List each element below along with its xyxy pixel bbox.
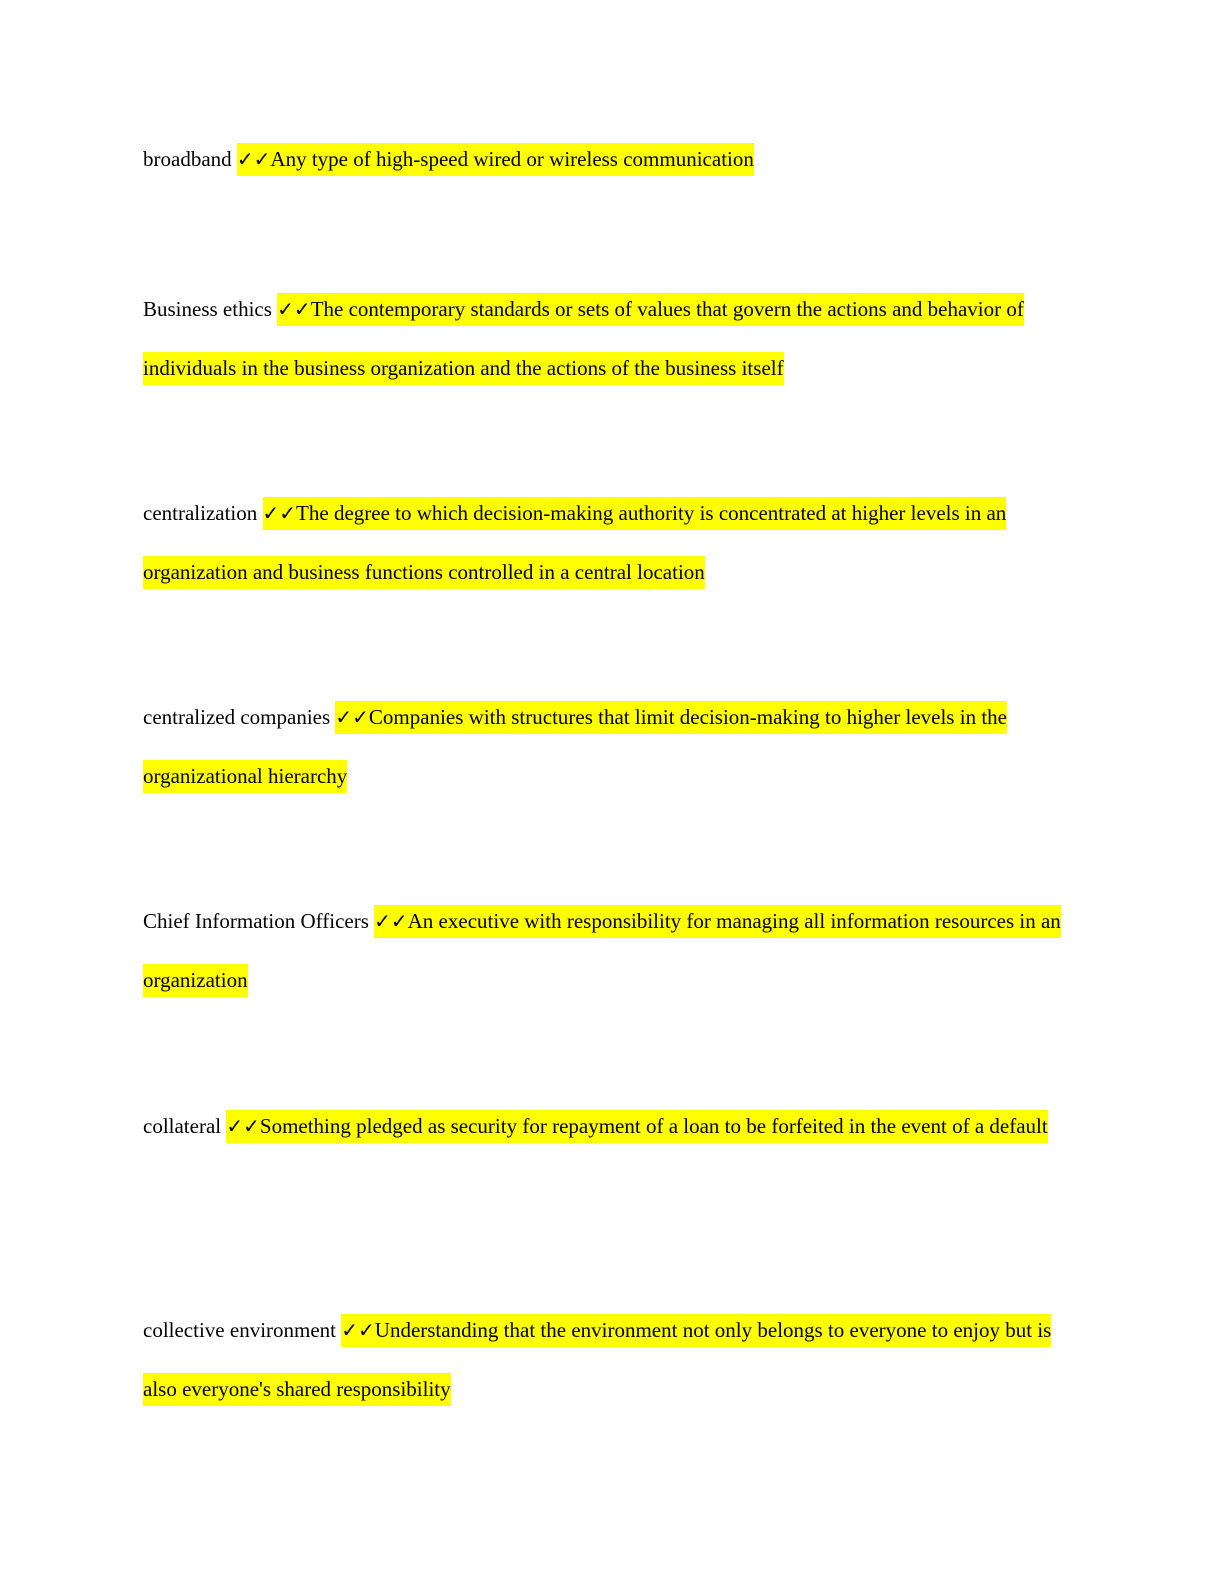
double-check-icon: ✓✓ (374, 909, 408, 933)
double-check-icon: ✓✓ (226, 1114, 260, 1138)
glossary-definition: An executive with responsibility for managing all information resources in an organization (143, 909, 1061, 992)
glossary-entry (143, 892, 1078, 1010)
glossary-definition: The contemporary standards or sets of values that govern the actions and behavior of individuals in the business organization and the actions of the business itself (143, 297, 1024, 380)
glossary-term: centralization (143, 501, 258, 525)
double-check-icon: ✓✓ (341, 1318, 375, 1342)
glossary-entry (143, 130, 1078, 189)
glossary-definition-highlight (143, 497, 1006, 589)
glossary-definition: Any type of high-speed wired or wireless communication (270, 147, 754, 171)
glossary-term: broadband (143, 147, 232, 171)
glossary-entry (143, 688, 1078, 806)
glossary-definition: Something pledged as security for repayment of a loan to be forfeited in the event of a default (259, 1114, 1048, 1138)
glossary-term: Chief Information Officers (143, 909, 369, 933)
double-check-icon: ✓✓ (236, 147, 271, 171)
glossary-term: centralized companies (143, 705, 331, 729)
glossary-entry (143, 1301, 1078, 1419)
glossary-definition: Companies with structures that limit decision-making to higher levels in the organizational hierarchy (143, 705, 1007, 788)
glossary-term: collective environment (143, 1318, 337, 1342)
glossary-definition: Understanding that the environment not only belongs to everyone to enjoy but is also everyone's shared responsibility (143, 1318, 1052, 1401)
glossary-term: collateral (143, 1114, 222, 1138)
glossary-term: Business ethics (143, 297, 272, 321)
double-check-icon: ✓✓ (277, 297, 311, 321)
glossary-entry (143, 280, 1078, 398)
glossary-definition-highlight (226, 1110, 1047, 1143)
glossary-definition-highlight (237, 143, 754, 176)
double-check-icon: ✓✓ (335, 705, 369, 729)
glossary-definition: The degree to which decision-making authority is concentrated at higher levels in an organization and business functions controlled in a central location (143, 501, 1007, 584)
double-check-icon: ✓✓ (262, 501, 297, 525)
glossary-entry (143, 484, 1078, 602)
glossary-entry (143, 1097, 1078, 1156)
glossary-definition-highlight (143, 293, 1024, 385)
